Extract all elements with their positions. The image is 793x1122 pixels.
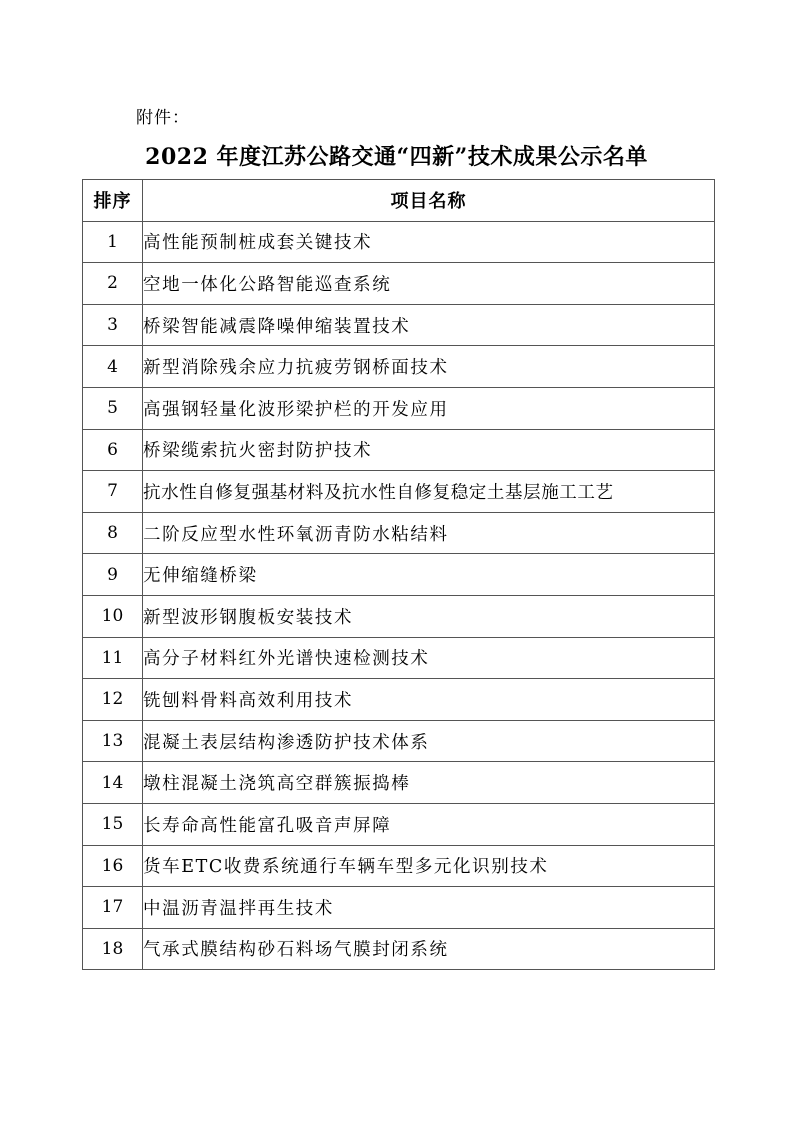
row-project-name: 高分子材料红外光谱快速检测技术 <box>143 637 715 679</box>
row-project-name: 中温沥青温拌再生技术 <box>143 887 715 929</box>
table-row <box>83 803 715 845</box>
row-project-name: 桥梁智能减震降噪伸缩装置技术 <box>143 304 715 346</box>
table-row <box>83 387 715 429</box>
table-row <box>83 471 715 513</box>
row-project-name: 高强钢轻量化波形梁护栏的开发应用 <box>143 387 715 429</box>
table-row <box>83 263 715 305</box>
table-row <box>83 720 715 762</box>
row-rank: 1 <box>83 221 143 263</box>
row-rank: 16 <box>83 845 143 887</box>
row-rank: 10 <box>83 595 143 637</box>
row-rank: 7 <box>83 471 143 513</box>
row-project-name: 铣刨料骨料高效利用技术 <box>143 679 715 721</box>
row-rank: 2 <box>83 263 143 305</box>
row-project-name: 二阶反应型水性环氧沥青防水粘结料 <box>143 512 715 554</box>
header-rank: 排序 <box>83 180 143 222</box>
row-project-name: 抗水性自修复强基材料及抗水性自修复稳定土基层施工工艺 <box>143 471 715 513</box>
row-project-name: 新型波形钢腹板安装技术 <box>143 595 715 637</box>
table-row <box>83 679 715 721</box>
table-row <box>83 887 715 929</box>
table-row <box>83 429 715 471</box>
row-rank: 15 <box>83 803 143 845</box>
table-row <box>83 554 715 596</box>
row-project-name: 墩柱混凝土浇筑高空群簇振捣棒 <box>143 762 715 804</box>
row-rank: 14 <box>83 762 143 804</box>
attachment-label: 附件： <box>136 108 190 128</box>
row-rank: 5 <box>83 387 143 429</box>
row-rank: 11 <box>83 637 143 679</box>
table-row <box>83 512 715 554</box>
row-project-name: 空地一体化公路智能巡查系统 <box>143 263 715 305</box>
row-project-name: 货车ETC收费系统通行车辆车型多元化识别技术 <box>143 845 715 887</box>
row-project-name: 混凝土表层结构渗透防护技术体系 <box>143 720 715 762</box>
table-row <box>83 346 715 388</box>
table-row <box>83 595 715 637</box>
table-row <box>83 928 715 970</box>
table-row <box>83 762 715 804</box>
row-rank: 4 <box>83 346 143 388</box>
row-rank: 12 <box>83 679 143 721</box>
table-row <box>83 304 715 346</box>
row-rank: 8 <box>83 512 143 554</box>
results-table <box>82 179 715 970</box>
table-header-row <box>83 180 715 222</box>
row-project-name: 高性能预制桩成套关键技术 <box>143 221 715 263</box>
row-rank: 9 <box>83 554 143 596</box>
row-rank: 13 <box>83 720 143 762</box>
row-rank: 18 <box>83 928 143 970</box>
row-project-name: 新型消除残余应力抗疲劳钢桥面技术 <box>143 346 715 388</box>
row-rank: 17 <box>83 887 143 929</box>
row-rank: 6 <box>83 429 143 471</box>
row-project-name: 长寿命高性能富孔吸音声屏障 <box>143 803 715 845</box>
table-row <box>83 221 715 263</box>
document-title: 2022 年度江苏公路交通“四新”技术成果公示名单 <box>145 144 648 170</box>
row-project-name: 气承式膜结构砂石料场气膜封闭系统 <box>143 928 715 970</box>
header-project-name: 项目名称 <box>143 180 715 222</box>
table-row <box>83 845 715 887</box>
row-rank: 3 <box>83 304 143 346</box>
row-project-name: 桥梁缆索抗火密封防护技术 <box>143 429 715 471</box>
row-project-name: 无伸缩缝桥梁 <box>143 554 715 596</box>
table-row <box>83 637 715 679</box>
